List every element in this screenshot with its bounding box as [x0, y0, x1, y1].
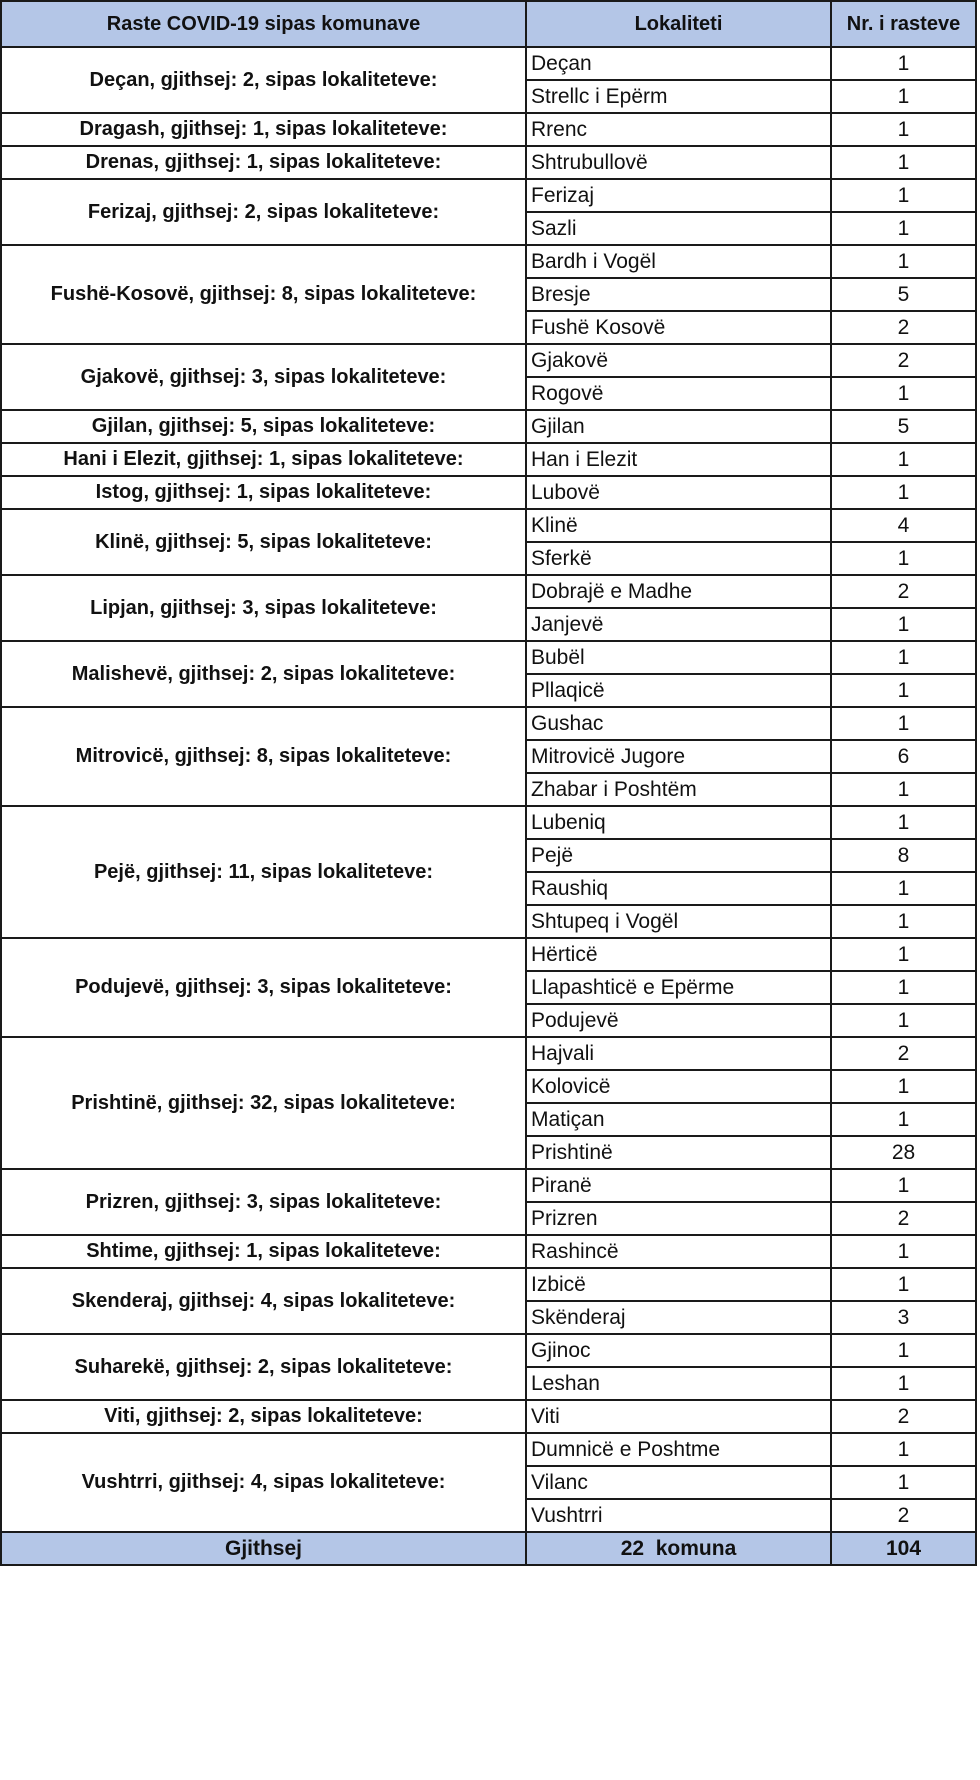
case-count-cell: 1	[831, 872, 976, 905]
case-count-cell: 2	[831, 311, 976, 344]
locality-cell: Vushtrri	[526, 1499, 831, 1532]
municipality-cell: Drenas, gjithsej: 1, sipas lokaliteteve:	[1, 146, 526, 179]
locality-cell: Leshan	[526, 1367, 831, 1400]
table-row	[1, 47, 976, 80]
municipality-cell: Podujevë, gjithsej: 3, sipas lokaliteteve:	[1, 938, 526, 1037]
case-count-cell: 1	[831, 1367, 976, 1400]
locality-cell: Pllaqicë	[526, 674, 831, 707]
locality-cell: Viti	[526, 1400, 831, 1433]
locality-cell: Han i Elezit	[526, 443, 831, 476]
table-body	[1, 47, 976, 1532]
municipality-cell: Skenderaj, gjithsej: 4, sipas lokaliteteve:	[1, 1268, 526, 1334]
locality-cell: Janjevë	[526, 608, 831, 641]
locality-cell: Izbicë	[526, 1268, 831, 1301]
case-count-cell: 6	[831, 740, 976, 773]
locality-cell: Shtupeq i Vogël	[526, 905, 831, 938]
locality-cell: Rogovë	[526, 377, 831, 410]
locality-cell: Klinë	[526, 509, 831, 542]
locality-cell: Piranë	[526, 1169, 831, 1202]
locality-cell: Lubovë	[526, 476, 831, 509]
case-count-cell: 1	[831, 707, 976, 740]
locality-cell: Bubël	[526, 641, 831, 674]
table-row	[1, 509, 976, 542]
table-row	[1, 938, 976, 971]
municipality-cell: Malishevë, gjithsej: 2, sipas lokaliteteve:	[1, 641, 526, 707]
municipality-cell: Suharekë, gjithsej: 2, sipas lokaliteteve:	[1, 1334, 526, 1400]
case-count-cell: 2	[831, 1400, 976, 1433]
locality-cell: Sazli	[526, 212, 831, 245]
locality-cell: Vilanc	[526, 1466, 831, 1499]
case-count-cell: 1	[831, 1004, 976, 1037]
locality-cell: Gushac	[526, 707, 831, 740]
locality-cell: Hërticë	[526, 938, 831, 971]
municipality-cell: Prizren, gjithsej: 3, sipas lokaliteteve:	[1, 1169, 526, 1235]
locality-cell: Zhabar i Poshtëm	[526, 773, 831, 806]
locality-cell: Sferkë	[526, 542, 831, 575]
locality-cell: Podujevë	[526, 1004, 831, 1037]
case-count-cell: 1	[831, 212, 976, 245]
locality-cell: Gjinoc	[526, 1334, 831, 1367]
table-row	[1, 146, 976, 179]
municipality-cell: Istog, gjithsej: 1, sipas lokaliteteve:	[1, 476, 526, 509]
locality-cell: Raushiq	[526, 872, 831, 905]
locality-cell: Strellc i Epërm	[526, 80, 831, 113]
case-count-cell: 1	[831, 1235, 976, 1268]
municipality-cell: Gjakovë, gjithsej: 3, sipas lokaliteteve:	[1, 344, 526, 410]
case-count-cell: 1	[831, 938, 976, 971]
table-row	[1, 1334, 976, 1367]
total-municipalities: 22 komuna	[526, 1532, 831, 1565]
case-count-cell: 1	[831, 971, 976, 1004]
municipality-cell: Vushtrri, gjithsej: 4, sipas lokaliteteve:	[1, 1433, 526, 1532]
locality-cell: Llapashticë e Epërme	[526, 971, 831, 1004]
case-count-cell: 1	[831, 1103, 976, 1136]
municipality-cell: Ferizaj, gjithsej: 2, sipas lokaliteteve:	[1, 179, 526, 245]
case-count-cell: 5	[831, 410, 976, 443]
case-count-cell: 1	[831, 377, 976, 410]
case-count-cell: 2	[831, 1499, 976, 1532]
header-locality: Lokaliteti	[526, 1, 831, 47]
table-header	[1, 1, 976, 47]
case-count-cell: 1	[831, 905, 976, 938]
locality-cell: Prishtinë	[526, 1136, 831, 1169]
locality-cell: Fushë Kosovë	[526, 311, 831, 344]
locality-cell: Ferizaj	[526, 179, 831, 212]
case-count-cell: 1	[831, 1169, 976, 1202]
case-count-cell: 4	[831, 509, 976, 542]
municipality-cell: Hani i Elezit, gjithsej: 1, sipas lokaliteteve:	[1, 443, 526, 476]
locality-cell: Gjakovë	[526, 344, 831, 377]
table-footer	[1, 1532, 976, 1565]
table-row	[1, 410, 976, 443]
locality-cell: Matiçan	[526, 1103, 831, 1136]
case-count-cell: 1	[831, 542, 976, 575]
locality-cell: Bresje	[526, 278, 831, 311]
municipality-cell: Pejë, gjithsej: 11, sipas lokaliteteve:	[1, 806, 526, 938]
table-row	[1, 1433, 976, 1466]
municipality-cell: Klinë, gjithsej: 5, sipas lokaliteteve:	[1, 509, 526, 575]
municipality-cell: Mitrovicë, gjithsej: 8, sipas lokaliteteve:	[1, 707, 526, 806]
case-count-cell: 1	[831, 1334, 976, 1367]
header-row	[1, 1, 976, 47]
case-count-cell: 1	[831, 443, 976, 476]
municipality-cell: Shtime, gjithsej: 1, sipas lokaliteteve:	[1, 1235, 526, 1268]
locality-cell: Rrenc	[526, 113, 831, 146]
case-count-cell: 1	[831, 146, 976, 179]
table-row	[1, 1268, 976, 1301]
table-row	[1, 1169, 976, 1202]
header-municipality: Raste COVID-19 sipas komunave	[1, 1, 526, 47]
table-row	[1, 476, 976, 509]
locality-cell: Lubeniq	[526, 806, 831, 839]
municipality-cell: Gjilan, gjithsej: 5, sipas lokaliteteve:	[1, 410, 526, 443]
table-row	[1, 1037, 976, 1070]
locality-cell: Deçan	[526, 47, 831, 80]
table-row	[1, 344, 976, 377]
case-count-cell: 1	[831, 674, 976, 707]
locality-cell: Rashincë	[526, 1235, 831, 1268]
case-count-cell: 1	[831, 245, 976, 278]
locality-cell: Hajvali	[526, 1037, 831, 1070]
table-row	[1, 443, 976, 476]
table-row	[1, 245, 976, 278]
total-cases: 104	[831, 1532, 976, 1565]
municipality-cell: Viti, gjithsej: 2, sipas lokaliteteve:	[1, 1400, 526, 1433]
case-count-cell: 2	[831, 1037, 976, 1070]
municipality-cell: Deçan, gjithsej: 2, sipas lokaliteteve:	[1, 47, 526, 113]
locality-cell: Prizren	[526, 1202, 831, 1235]
case-count-cell: 2	[831, 575, 976, 608]
locality-cell: Pejë	[526, 839, 831, 872]
municipality-cell: Prishtinë, gjithsej: 32, sipas lokaliteteve:	[1, 1037, 526, 1169]
table-row	[1, 707, 976, 740]
case-count-cell: 1	[831, 1070, 976, 1103]
table-row	[1, 575, 976, 608]
table-row	[1, 641, 976, 674]
case-count-cell: 1	[831, 773, 976, 806]
case-count-cell: 3	[831, 1301, 976, 1334]
case-count-cell: 1	[831, 80, 976, 113]
total-row	[1, 1532, 976, 1565]
locality-cell: Dumnicë e Poshtme	[526, 1433, 831, 1466]
table-row	[1, 806, 976, 839]
municipality-cell: Fushë-Kosovë, gjithsej: 8, sipas lokaliteteve:	[1, 245, 526, 344]
case-count-cell: 1	[831, 47, 976, 80]
locality-cell: Bardh i Vogël	[526, 245, 831, 278]
case-count-cell: 8	[831, 839, 976, 872]
case-count-cell: 1	[831, 476, 976, 509]
case-count-cell: 1	[831, 1466, 976, 1499]
case-count-cell: 2	[831, 1202, 976, 1235]
locality-cell: Shtrubullovë	[526, 146, 831, 179]
locality-cell: Gjilan	[526, 410, 831, 443]
case-count-cell: 1	[831, 1268, 976, 1301]
table-row	[1, 1235, 976, 1268]
total-label: Gjithsej	[1, 1532, 526, 1565]
locality-cell: Kolovicë	[526, 1070, 831, 1103]
case-count-cell: 5	[831, 278, 976, 311]
locality-cell: Mitrovicë Jugore	[526, 740, 831, 773]
case-count-cell: 2	[831, 344, 976, 377]
case-count-cell: 1	[831, 179, 976, 212]
case-count-cell: 1	[831, 608, 976, 641]
case-count-cell: 1	[831, 1433, 976, 1466]
municipality-cell: Lipjan, gjithsej: 3, sipas lokaliteteve:	[1, 575, 526, 641]
table-row	[1, 179, 976, 212]
case-count-cell: 1	[831, 641, 976, 674]
table-row	[1, 113, 976, 146]
municipality-cell: Dragash, gjithsej: 1, sipas lokaliteteve:	[1, 113, 526, 146]
case-count-cell: 1	[831, 113, 976, 146]
table-row	[1, 1400, 976, 1433]
case-count-cell: 28	[831, 1136, 976, 1169]
locality-cell: Dobrajë e Madhe	[526, 575, 831, 608]
header-cases: Nr. i rasteve	[831, 1, 976, 47]
locality-cell: Skënderaj	[526, 1301, 831, 1334]
case-count-cell: 1	[831, 806, 976, 839]
